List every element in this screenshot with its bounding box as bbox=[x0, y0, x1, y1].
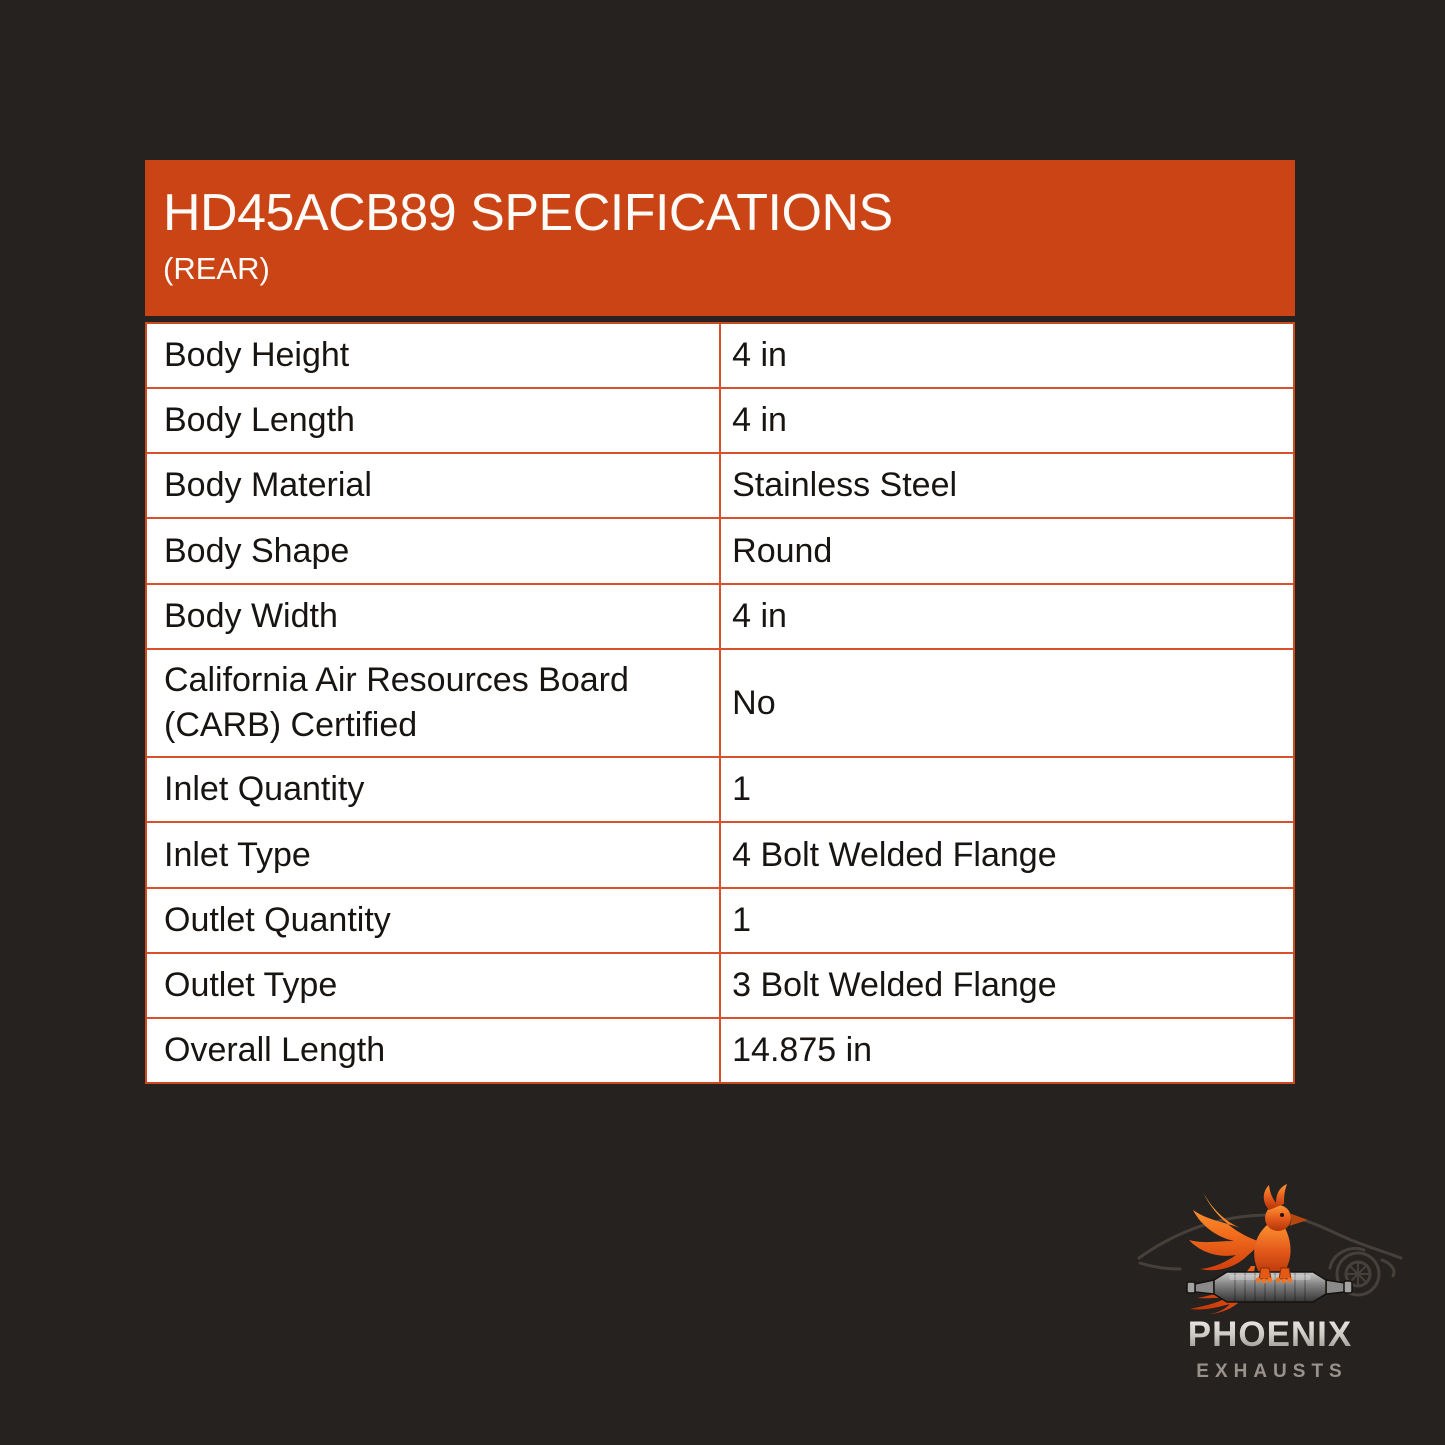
brand-subtitle: EXHAUSTS bbox=[1196, 1361, 1348, 1382]
spec-label: Inlet Quantity bbox=[147, 758, 721, 821]
table-row-carb bbox=[147, 648, 1293, 757]
table-row bbox=[147, 387, 1293, 452]
spec-label: Body Material bbox=[147, 454, 721, 517]
spec-label: Outlet Quantity bbox=[147, 889, 721, 952]
spec-value: 4 in bbox=[732, 596, 787, 635]
spec-title: HD45ACB89 SPECIFICATIONS bbox=[163, 184, 893, 242]
spec-header-banner bbox=[145, 160, 1295, 316]
table-row bbox=[147, 452, 1293, 517]
spec-value: Stainless Steel bbox=[732, 466, 958, 505]
spec-label: Outlet Type bbox=[147, 954, 721, 1017]
spec-value: 1 bbox=[732, 900, 752, 939]
table-row bbox=[147, 821, 1293, 886]
table-row bbox=[147, 952, 1293, 1017]
spec-value: 3 Bolt Welded Flange bbox=[732, 965, 1057, 1004]
spec-label: Overall Length bbox=[147, 1019, 721, 1082]
spec-value: 4 Bolt Welded Flange bbox=[732, 835, 1057, 874]
phoenix-eye bbox=[1280, 1213, 1284, 1217]
spec-value: 4 in bbox=[732, 336, 787, 375]
phoenix-exhausts-logo bbox=[1134, 1184, 1406, 1383]
brand-name: PHOENIX bbox=[1134, 1315, 1406, 1355]
phoenix-crest bbox=[1264, 1184, 1287, 1210]
phoenix-wing bbox=[1189, 1192, 1261, 1270]
spec-table bbox=[145, 322, 1295, 1084]
spec-label: Body Shape bbox=[147, 519, 721, 582]
table-row bbox=[147, 583, 1293, 648]
spec-label: Body Height bbox=[147, 324, 721, 387]
spec-value: No bbox=[732, 683, 776, 722]
spec-label: Body Width bbox=[147, 585, 721, 648]
table-row bbox=[147, 887, 1293, 952]
table-row bbox=[147, 517, 1293, 582]
spec-value: 4 in bbox=[732, 401, 787, 440]
spec-value: 14.875 in bbox=[732, 1030, 873, 1069]
phoenix-beak bbox=[1289, 1213, 1308, 1226]
table-row bbox=[147, 324, 1293, 387]
table-row bbox=[147, 1017, 1293, 1082]
spec-label: California Air Resources Board (CARB) Certified bbox=[147, 650, 721, 757]
table-row bbox=[147, 756, 1293, 821]
spec-value: 1 bbox=[732, 770, 752, 809]
spec-value: Round bbox=[732, 531, 833, 570]
spec-label: Body Length bbox=[147, 389, 721, 452]
spec-label: Inlet Type bbox=[147, 823, 721, 886]
spec-subtitle: (REAR) bbox=[163, 251, 270, 287]
phoenix-logo-icon bbox=[1134, 1184, 1406, 1314]
